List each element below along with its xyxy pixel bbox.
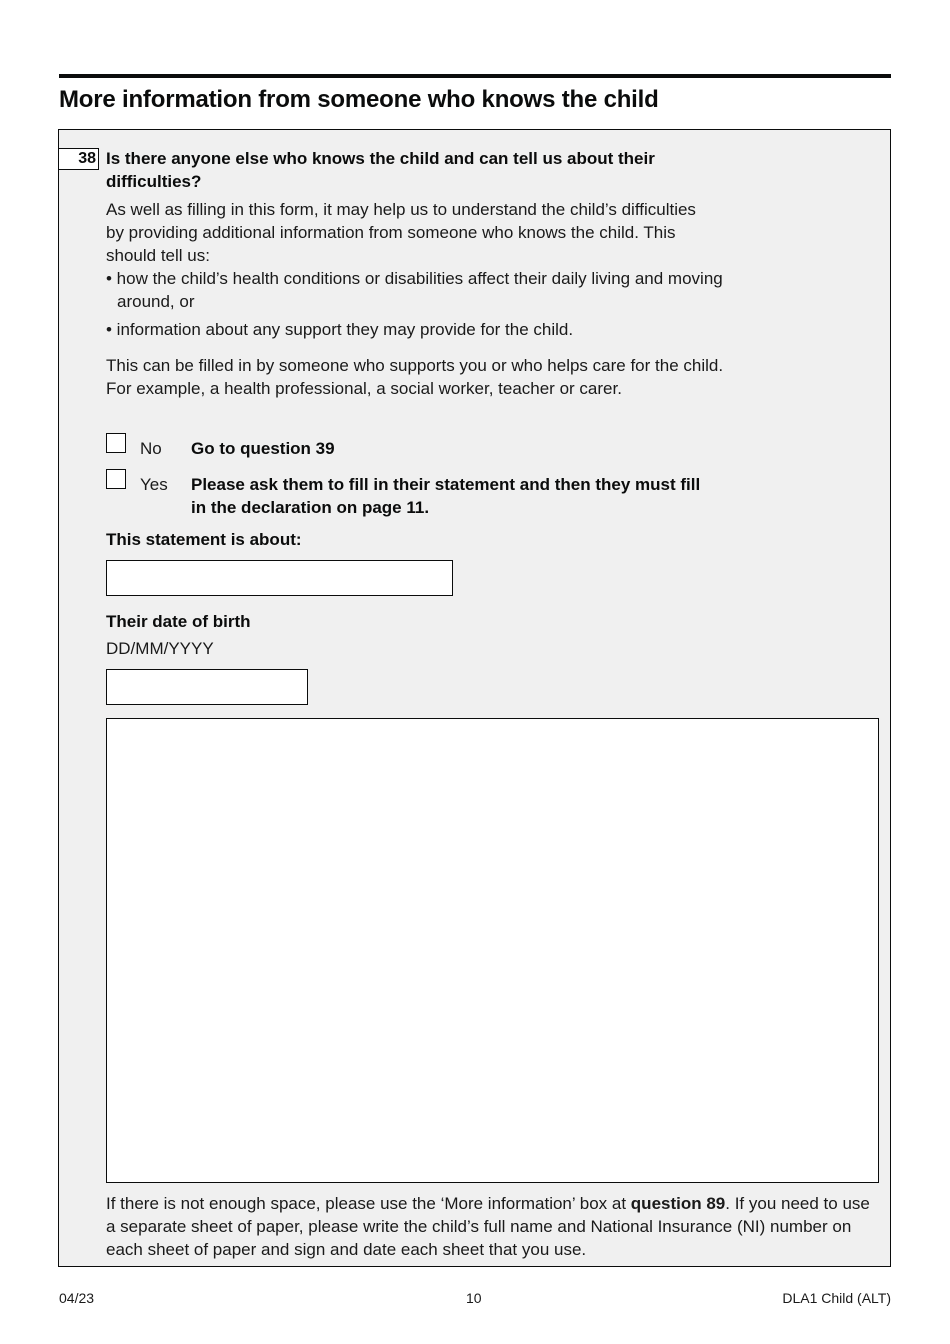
dob-format-hint: DD/MM/YYYY	[106, 639, 214, 658]
more-space-text-before: If there is not enough space, please use the ‘More information’ box at	[106, 1194, 631, 1213]
statement-about-label: This statement is about:	[106, 530, 302, 549]
question-panel	[58, 129, 891, 1267]
statement-about-input[interactable]	[106, 560, 453, 596]
section-top-rule	[59, 74, 891, 78]
yes-option-label: Yes	[140, 475, 168, 494]
footer-form-ref: DLA1 Child (ALT)	[782, 1290, 891, 1306]
yes-checkbox[interactable]	[106, 469, 126, 489]
who-can-fill-text: This can be filled in by someone who supports you or who helps care for the child. For example, a health professional, a social worker, teacher or carer.	[106, 356, 724, 398]
footer-date-code: 04/23	[59, 1290, 95, 1306]
more-space-question-ref: question 89	[630, 1194, 726, 1213]
no-option-instruction: Go to question 39	[191, 439, 335, 458]
more-space-text-after: . If you need to use a separate sheet of paper, please write the child’s full name and National Insurance (NI) number on each sheet of paper and sign and date each sheet that you use.	[106, 1194, 870, 1259]
question-number: 38	[59, 148, 99, 170]
bullet-daily-living: • how the child’s health conditions or disabilities affect their daily living and moving around, or	[106, 269, 723, 311]
footer-page-number: 10	[466, 1290, 482, 1306]
question-title: Is there anyone else who knows the child and can tell us about their difficulties?	[106, 149, 655, 191]
question-intro: As well as filling in this form, it may help us to understand the child’s difficulties by providing additional information from someone who knows the child. This should tell us:	[106, 200, 696, 265]
statement-textarea[interactable]	[106, 718, 879, 1183]
yes-option-instruction: Please ask them to fill in their statement and then they must fill in the declaration on page 11.	[191, 475, 701, 517]
dob-label: Their date of birth	[106, 612, 251, 631]
more-space-note	[106, 1192, 882, 1261]
no-option-label: No	[140, 439, 162, 458]
bullet-support: • information about any support they may provide for the child.	[106, 320, 574, 339]
no-checkbox[interactable]	[106, 433, 126, 453]
section-title: More information from someone who knows the child	[59, 86, 659, 113]
dob-input[interactable]	[106, 669, 308, 705]
